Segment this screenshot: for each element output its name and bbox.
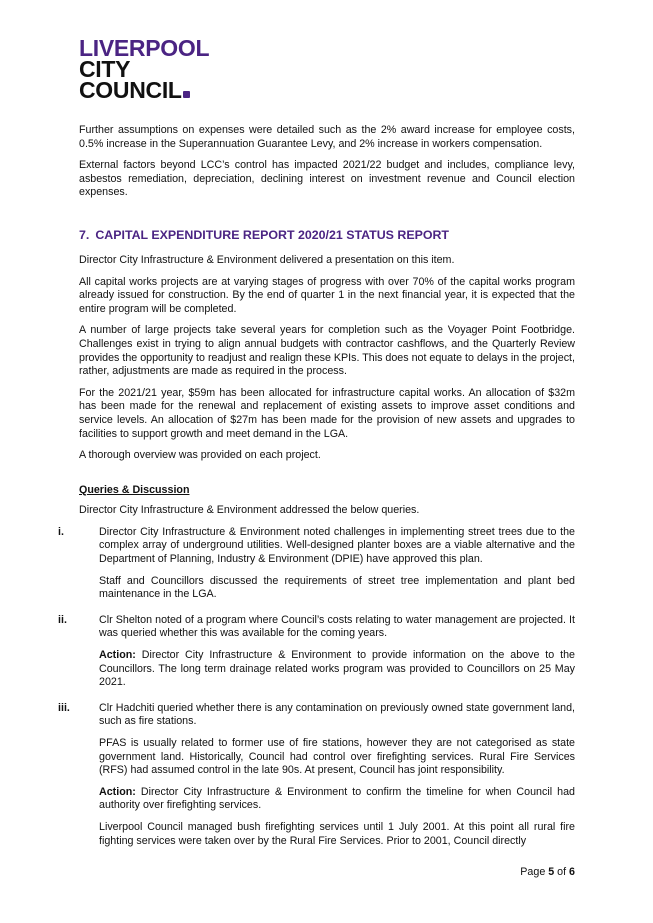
action-paragraph — [99, 649, 575, 690]
page-current: 5 — [548, 866, 555, 878]
logo-dot-icon — [183, 91, 190, 98]
query-item — [58, 525, 575, 602]
section-paragraph: All capital works projects are at varying stages of progress with over 70% of the capital works program already issued for construction. By the end of quarter 1 in the next financial year, it is expected that the entire program will be completed. — [79, 275, 575, 315]
page-number — [520, 866, 575, 878]
query-text: Liverpool Council managed bush firefighting services until 1 July 2001. At this point all rural fire fighting services were taken over by the Rural Fire Services. Prior to 2001, Council directly — [99, 820, 575, 847]
query-numeral: ii. — [58, 613, 67, 626]
intro-paragraph-2: External factors beyond LCC’s control has impacted 2021/22 budget and includes, compliance levy, asbestos remediation, depreciation, declining interest on investment revenue and Council election expenses. — [79, 159, 575, 199]
page-total: 6 — [569, 866, 575, 878]
action-label: Action: — [99, 649, 136, 662]
queries-intro: Director City Infrastructure & Environment addressed the below queries. — [79, 504, 420, 517]
logo-line-city: CITY — [79, 56, 131, 82]
action-paragraph — [99, 786, 575, 813]
action-text: Director City Infrastructure & Environment to confirm the timeline for when Council had authority over firefighting services. — [99, 785, 575, 812]
page-prefix: Page — [520, 866, 549, 878]
action-label: Action: — [99, 785, 136, 798]
section-paragraph: Director City Infrastructure & Environment delivered a presentation on this item. — [79, 253, 455, 266]
council-logo — [79, 35, 210, 103]
action-text: Director City Infrastructure & Environment to provide information on the above to the Councillors. The long term drainage related works program was provided to Councillors on 25 May 2021. — [99, 649, 575, 689]
query-item — [58, 613, 575, 690]
query-numeral: iii. — [58, 701, 70, 714]
page-middle: of — [554, 866, 570, 878]
logo-line-council — [79, 77, 209, 103]
logo-line-liverpool: LIVERPOOL — [79, 35, 210, 61]
query-text: Staff and Councillors discussed the requirements of street tree implementation and plant bed maintenance in the LGA. — [99, 574, 575, 601]
queries-heading: Queries & Discussion — [79, 483, 190, 496]
section-paragraph: A thorough overview was provided on each project. — [79, 449, 321, 462]
section-number: 7. — [79, 227, 90, 242]
query-text: Clr Hadchiti queried whether there is any contamination on previously owned state government land, such as fire stations. — [99, 701, 575, 728]
section-paragraph: For the 2021/21 year, $59m has been allocated for infrastructure capital works. An allocation of $32m has been made for the renewal and replacement of existing assets to improve asset conditions and service levels. An allocation of $27m has been made for the provision of new assets and upgrades to facilities to support growth and meet demand in the LGA. — [79, 386, 575, 440]
query-text: Director City Infrastructure & Environment noted challenges in implementing street trees due to the complex array of underground utilities. Well-designed planter boxes are a viable alternative and the Department of Planning, Industry & Environment (DPIE) have approved this plan. — [99, 525, 575, 566]
intro-paragraph-1: Further assumptions on expenses were detailed such as the 2% award increase for employee costs, 0.5% increase in the Superannuation Guarantee Levy, and 2% increase in workers compensation. — [79, 124, 575, 150]
query-item — [58, 701, 575, 848]
document-body — [58, 124, 575, 860]
query-text: PFAS is usually related to former use of fire stations, however they are not categorised as state government land. Historically, Council had control over firefighting services. Rural Fire Services (RFS) had assumed control in the late 90s. At present, Council has joint responsibility. — [99, 737, 575, 777]
section-heading — [79, 228, 575, 242]
queries-list — [58, 525, 575, 848]
logo-council-text: COUNCIL — [79, 77, 182, 103]
query-numeral: i. — [58, 525, 64, 538]
section-paragraph: A number of large projects take several years for completion such as the Voyager Point Footbridge. Challenges exist in trying to align annual budgets with contractor cashflows, and the Quarterly Review provides the opportunity to readjust and realign these KPIs. This does not equate to delays in the project, rather, adjustments are made as required in the process. — [79, 324, 575, 378]
section-title: CAPITAL EXPENDITURE REPORT 2020/21 STATUS REPORT — [95, 227, 450, 242]
query-text: Clr Shelton noted of a program where Council’s costs relating to water management are projected. It was queried whether this was available for the coming years. — [99, 613, 575, 640]
